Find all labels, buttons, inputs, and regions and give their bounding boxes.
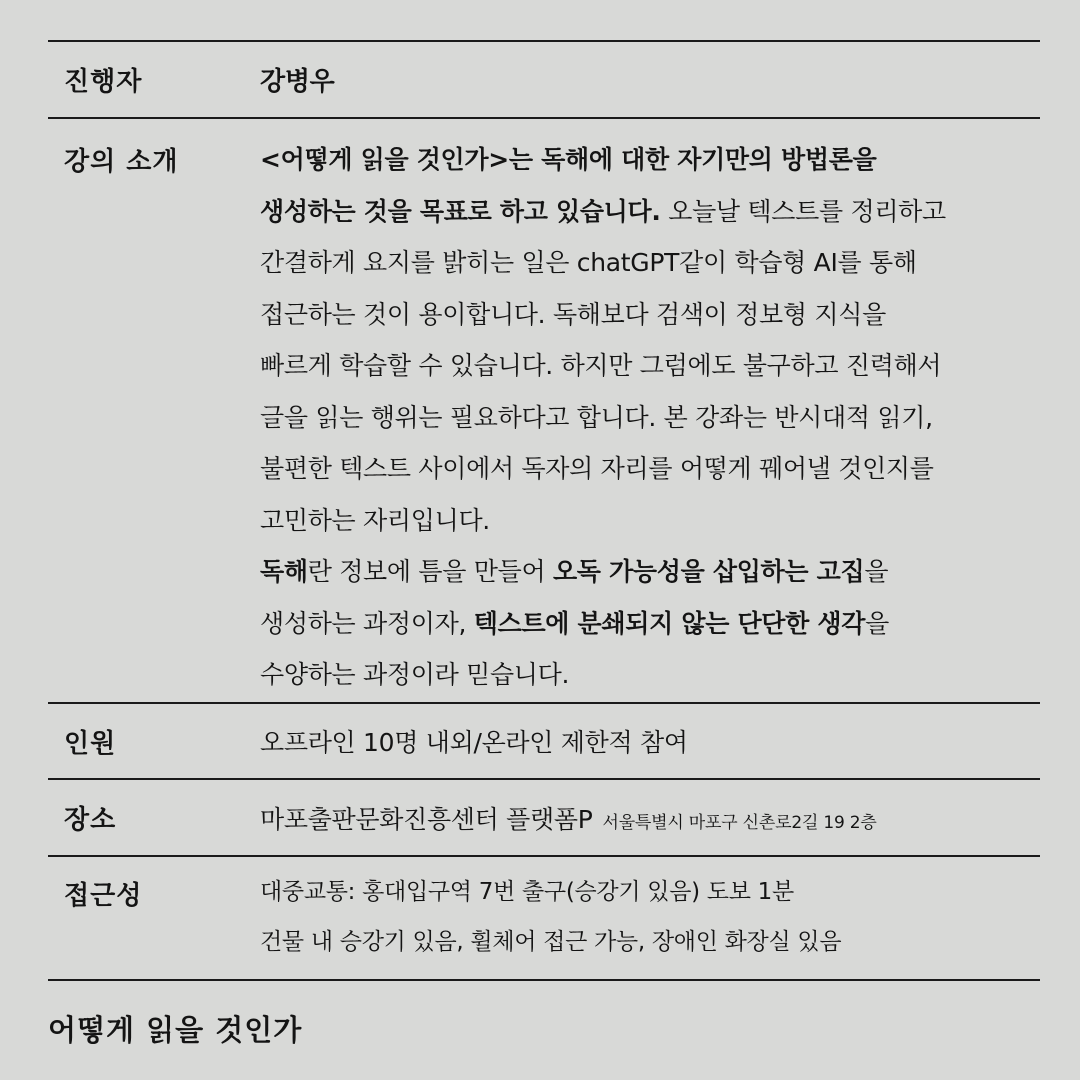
intro-label: 강의 소개	[64, 147, 179, 177]
intro-segment: 수양하는 과정이라 믿습니다.	[260, 660, 570, 689]
intro-segment: 생성하는 것을 목표로 하고 있습니다.	[260, 196, 661, 226]
intro-segment: 텍스트에 분쇄되지 않는 단단한 생각	[473, 608, 866, 638]
row-capacity	[48, 704, 1040, 780]
intro-line	[260, 605, 1040, 657]
access-line-facilities: 건물 내 승강기 있음, 휠체어 접근 가능, 장애인 화장실 있음	[260, 929, 842, 955]
intro-segment: 오독 가능성을 삽입하는 고집	[552, 557, 865, 586]
capacity-label: 인원	[64, 728, 117, 759]
intro-segment: 고민하는 자리입니다.	[260, 505, 490, 535]
intro-segment: 글을 읽는 행위는 필요하다고 합니다. 본 강좌는 반시대적 읽기,	[260, 402, 933, 432]
access-label: 접근성	[64, 881, 143, 911]
intro-line	[260, 347, 1040, 399]
intro-line	[260, 553, 1040, 605]
venue-value	[260, 800, 1040, 836]
intro-line	[260, 656, 1040, 708]
intro-segment: 생성하는 과정이자,	[260, 608, 474, 638]
info-table	[48, 40, 1040, 981]
venue-address: 서울특별시 마포구 신촌로2길 19 2층	[602, 812, 877, 833]
intro-line	[260, 296, 1040, 348]
intro-line	[260, 399, 1040, 451]
intro-segment: 빠르게 학습할 수 있습니다. 하지만 그럼에도 불구하고 진력해서	[260, 351, 942, 380]
intro-line	[260, 450, 1040, 502]
capacity-value: 오프라인 10명 내외/온라인 제한적 참여	[260, 728, 688, 757]
intro-segment: 불편한 텍스트 사이에서 독자의 자리를 어떻게 꿰어낼 것인지를	[260, 454, 934, 483]
intro-segment: 오늘날 텍스트를 정리하고	[660, 196, 946, 226]
venue-name: 마포출판문화진흥센터 플랫폼P	[260, 804, 593, 834]
presenter-value: 강병우	[260, 67, 335, 97]
intro-segment: <어떻게 읽을 것인가>는 독해에 대한 자기만의 방법론을	[260, 145, 877, 174]
row-intro	[48, 119, 1040, 704]
row-access	[48, 857, 1040, 981]
intro-segment: 접근하는 것이 용이합니다. 독해보다 검색이 정보형 지식을	[260, 299, 886, 329]
intro-segment: 간결하게 요지를 밝히는 일은 chatGPT같이 학습형 AI를 통해	[260, 248, 917, 277]
intro-line	[260, 244, 1040, 296]
intro-line	[260, 193, 1040, 245]
access-line-transit: 대중교통: 홍대입구역 7번 출구(승강기 있음) 도보 1분	[260, 879, 794, 905]
intro-line	[260, 502, 1040, 554]
footer-title: 어떻게 읽을 것인가	[48, 1013, 303, 1047]
intro-segment: 을	[865, 608, 889, 638]
row-presenter	[48, 42, 1040, 119]
intro-text	[260, 119, 1040, 702]
intro-segment: 독해	[260, 557, 308, 586]
intro-line	[260, 141, 1040, 193]
intro-segment: 을	[864, 557, 889, 586]
intro-segment: 란 정보에 틈을 만들어	[307, 557, 553, 586]
access-value	[260, 857, 1040, 979]
row-venue	[48, 780, 1040, 857]
presenter-label: 진행자	[64, 67, 143, 97]
venue-label: 장소	[64, 805, 117, 835]
